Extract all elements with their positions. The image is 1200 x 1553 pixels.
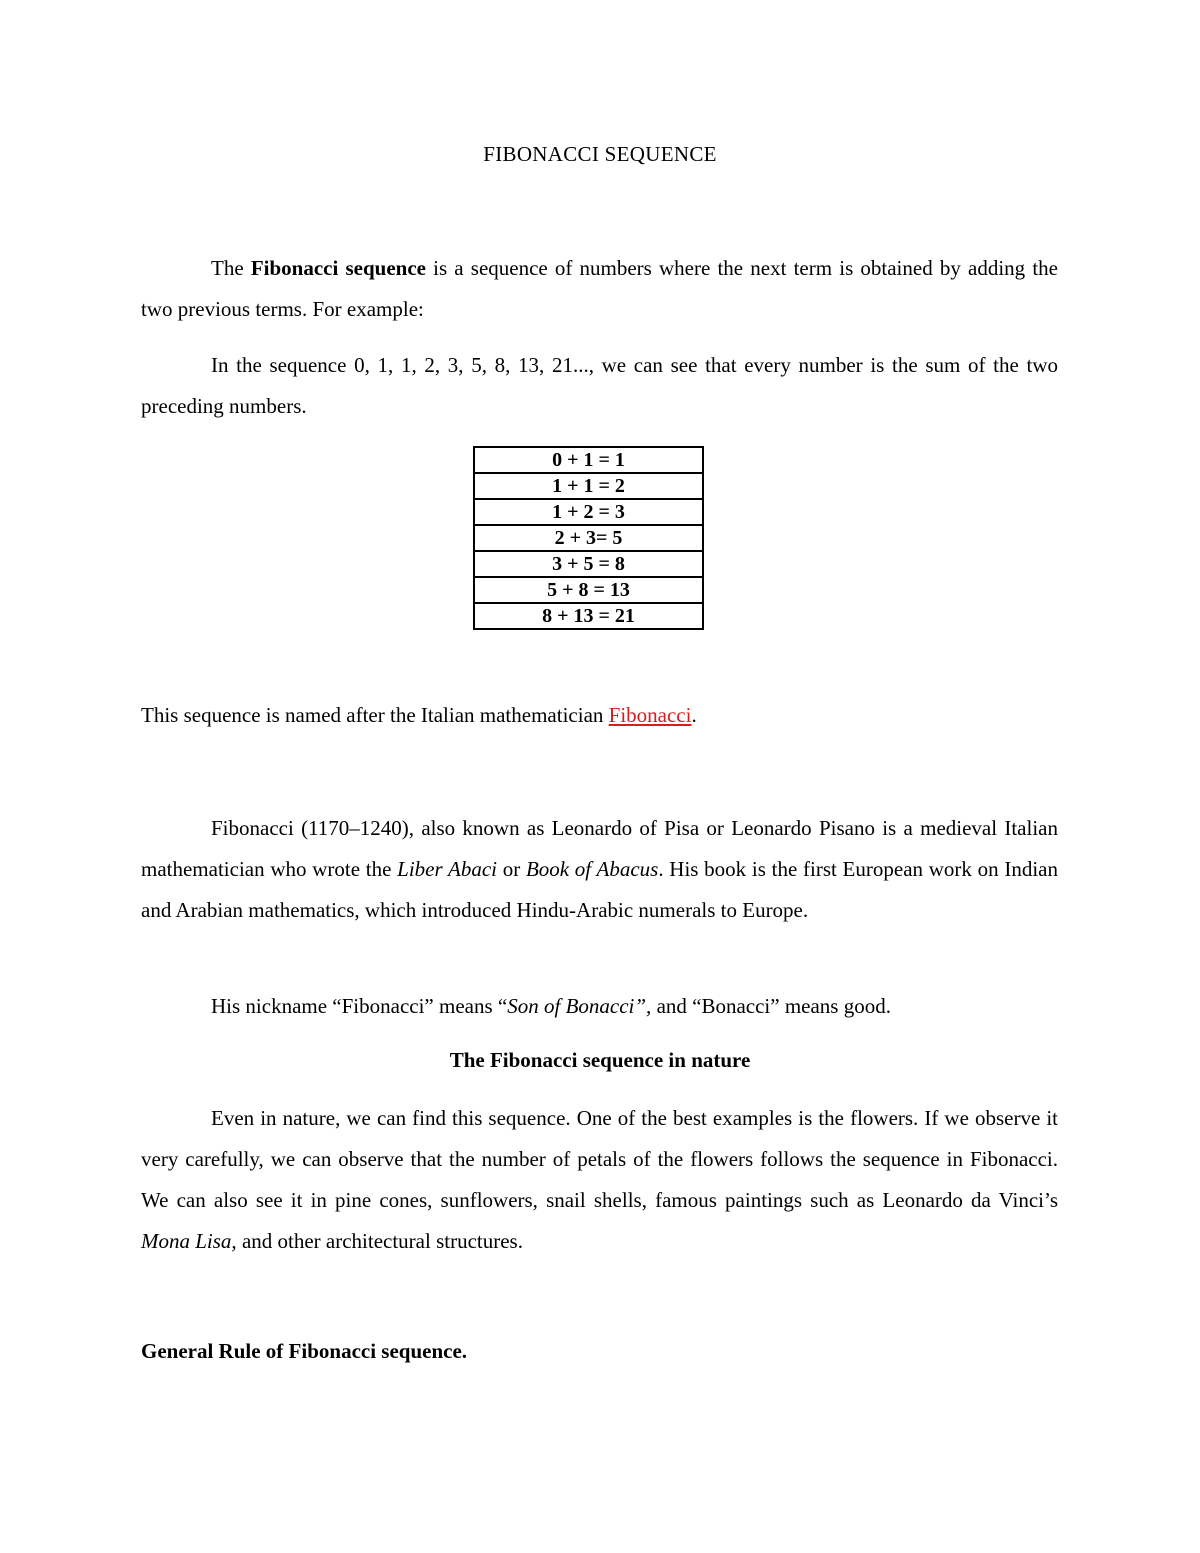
- table-cell: 2 + 3= 5: [474, 525, 703, 551]
- named-paragraph: [141, 695, 1058, 736]
- nickname-italic: Son of Bonacci”,: [507, 994, 652, 1018]
- nickname-b: and “Bonacci” means good.: [651, 994, 891, 1018]
- nature-a: Even in nature, we can find this sequence. One of the best examples is the flowers. If we observe it very carefully, we can observe that the number of petals of the flowers follows the sequence in Fibonacci. We can also see it in pine cones, sunflowers, snail shells, famous paintings such as Leonardo da Vinci’s: [141, 1106, 1058, 1212]
- named-tail: .: [691, 703, 697, 727]
- table-row: [474, 577, 703, 603]
- table-cell: 0 + 1 = 1: [474, 447, 703, 473]
- table-cell: 1 + 1 = 2: [474, 473, 703, 499]
- table-row: [474, 525, 703, 551]
- intro-bold-term: Fibonacci sequence: [250, 256, 426, 280]
- table-row: [474, 447, 703, 473]
- nature-italic: Mona Lisa,: [141, 1229, 237, 1253]
- table-row: [474, 473, 703, 499]
- table-row: [474, 603, 703, 629]
- table-cell: 1 + 2 = 3: [474, 499, 703, 525]
- table-row: [474, 551, 703, 577]
- nickname-paragraph: [141, 986, 1058, 1027]
- table-row: [474, 499, 703, 525]
- sum-table: [473, 446, 704, 630]
- bio-b: or: [496, 857, 526, 881]
- sequence-paragraph: In the sequence 0, 1, 1, 2, 3, 5, 8, 13, 21..., we can see that every number is the sum of the two preceding numbers.: [141, 353, 1058, 418]
- table-cell: 3 + 5 = 8: [474, 551, 703, 577]
- nickname-a: His nickname “Fibonacci” means “: [211, 994, 508, 1018]
- bio-book-title-2: Book of Abacus: [525, 857, 659, 881]
- named-lead: This sequence is named after the Italian mathematician: [141, 703, 609, 727]
- intro-lead: The: [211, 256, 251, 280]
- bio-paragraph: [141, 808, 1058, 931]
- bio-book-title-1: Liber Abaci: [397, 857, 497, 881]
- nature-heading: The Fibonacci sequence in nature: [449, 1048, 751, 1072]
- table-cell: 8 + 13 = 21: [474, 603, 703, 629]
- fibonacci-link[interactable]: Fibonacci: [608, 703, 692, 727]
- nature-paragraph: [141, 1098, 1058, 1262]
- intro-paragraph: [141, 248, 1058, 330]
- table-cell: 5 + 8 = 13: [474, 577, 703, 603]
- bio-c: . His book is the first European work on Indian and Arabian mathematics, which introduced Hindu-Arabic numerals to Europe.: [141, 857, 1058, 922]
- bio-a: Fibonacci (1170–1240), also known as Leonardo of Pisa or Leonardo Pisano is a medieval Italian mathematician who wrote the: [141, 816, 1058, 881]
- nature-b: and other architectural structures.: [236, 1229, 523, 1253]
- intro-rest: is a sequence of numbers where the next term is obtained by adding the two previous terms. For example:: [141, 256, 1058, 321]
- general-rule-heading: General Rule of Fibonacci sequence.: [141, 1339, 468, 1363]
- page-title: FIBONACCI SEQUENCE: [483, 142, 717, 166]
